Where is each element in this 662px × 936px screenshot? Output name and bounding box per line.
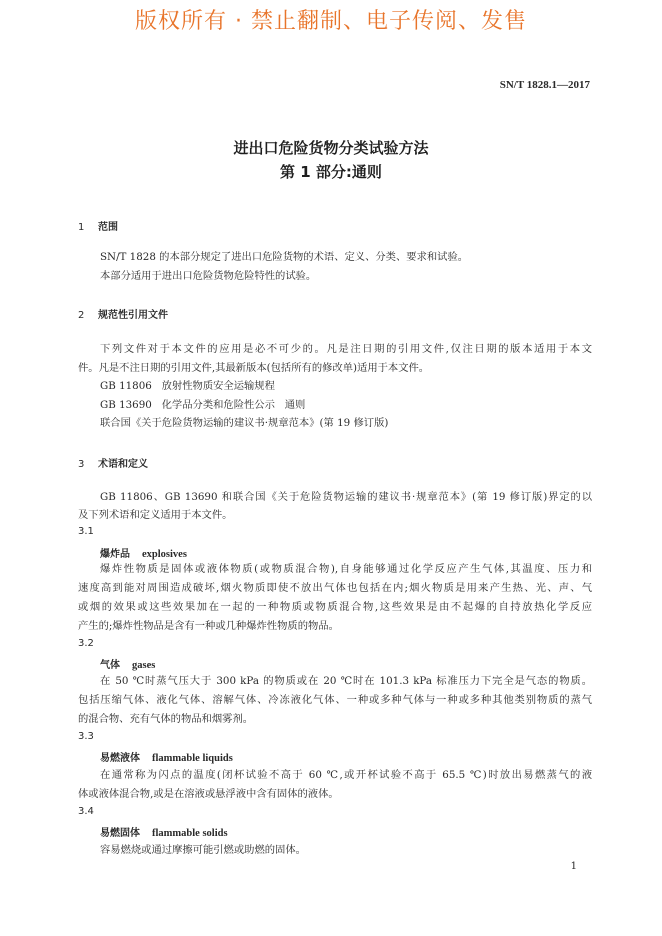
section-heading-scope <box>78 218 118 233</box>
term-en: flammable solids <box>152 828 228 839</box>
paragraph-line: 下列文件对于本文件的应用是必不可少的。凡是注日期的引用文件,仅注日期的版本适用于本文 <box>100 343 592 355</box>
definition-line: 体或液体混合物,或是在溶液或悬浮液中含有固体的液体。 <box>78 788 339 800</box>
definition-line: 包括压缩气体、液化气体、溶解气体、冷冻液化气体、一种或多种气体与一种或多种其他类别物质的蒸气 <box>78 694 592 706</box>
term-number: 3.3 <box>78 731 94 742</box>
term-number: 3.2 <box>78 638 94 649</box>
definition-line: 产生的;爆炸性物品是含有一种或几种爆炸性物质的物品。 <box>78 620 339 632</box>
paragraph-line: 及下列术语和定义适用于本文件。 <box>78 509 233 521</box>
paragraph-line: 件。凡是不注日期的引用文件,其最新版本(包括所有的修改单)适用于本文件。 <box>78 362 430 374</box>
definition-line: 容易燃烧或通过摩擦可能引燃或助燃的固体。 <box>100 844 306 856</box>
standard-code: SN/T 1828.1—2017 <box>499 79 590 91</box>
section-number: 1 <box>78 222 85 233</box>
copyright-watermark: 版权所有 · 禁止翻制、电子传阅、发售 <box>135 9 527 34</box>
definition-line: 或烟的效果或这些效果加在一起的一种物质或物质混合物,这些效果是由不起爆的自持放热化学反应 <box>78 601 592 613</box>
reference-item: GB 11806 放射性物质安全运输规程 <box>100 380 275 392</box>
term-zh: 易燃固体 <box>100 828 140 839</box>
term-number: 3.1 <box>78 526 94 537</box>
paragraph-line: 本部分适用于进出口危险货物危险特性的试验。 <box>100 270 317 282</box>
section-title: 范围 <box>98 222 118 233</box>
term-en: flammable liquids <box>152 753 233 764</box>
section-heading-normative-references <box>78 306 168 321</box>
reference-item: GB 13690 化学品分类和危险性公示 通则 <box>100 399 306 411</box>
section-title: 规范性引用文件 <box>98 310 168 321</box>
document-title: 进出口危险货物分类试验方法 <box>233 139 429 157</box>
term-heading-flammable-liquids <box>100 749 233 764</box>
page-number: 1 <box>570 861 577 872</box>
paragraph-line: SN/T 1828 的本部分规定了进出口危险货物的术语、定义、分类、要求和试验。 <box>100 251 469 263</box>
definition-line: 在 50 ℃时蒸气压大于 300 kPa 的物质或在 20 ℃时在 101.3 kPa 标准压力下完全是气态的物质。 <box>100 675 592 687</box>
definition-line: 在通常称为闪点的温度(闭杯试验不高于 60 ℃,或开杯试验不高于 65.5 ℃)时放出易燃蒸气的液 <box>100 769 592 781</box>
term-heading-explosives <box>100 545 187 560</box>
reference-item: 联合国《关于危险货物运输的建议书·规章范本》(第 19 修订版) <box>100 417 389 429</box>
section-heading-terms-definitions <box>78 455 148 470</box>
definition-line: 速度高到能对周围造成破坏,烟火物质即使不放出气体也包括在内;烟火物质是用来产生热、光、声、气 <box>78 582 592 594</box>
document-subtitle: 第 1 部分:通则 <box>280 163 382 181</box>
term-en: explosives <box>142 549 187 560</box>
term-heading-flammable-solids <box>100 824 228 839</box>
term-zh: 爆炸品 <box>100 549 130 560</box>
term-heading-gases <box>100 656 155 671</box>
definition-line: 的混合物、充有气体的物品和烟雾剂。 <box>78 713 254 725</box>
term-en: gases <box>132 660 156 671</box>
paragraph-line: GB 11806、GB 13690 和联合国《关于危险货物运输的建议书·规章范本》(第 19 修订版)界定的以 <box>100 491 592 503</box>
section-number: 2 <box>78 310 85 321</box>
term-zh: 气体 <box>100 660 120 671</box>
section-title: 术语和定义 <box>98 459 148 470</box>
term-number: 3.4 <box>78 806 94 817</box>
term-zh: 易燃液体 <box>100 753 140 764</box>
section-number: 3 <box>78 459 85 470</box>
definition-line: 爆炸性物质是固体或液体物质(或物质混合物),自身能够通过化学反应产生气体,其温度、压力和 <box>100 563 592 575</box>
